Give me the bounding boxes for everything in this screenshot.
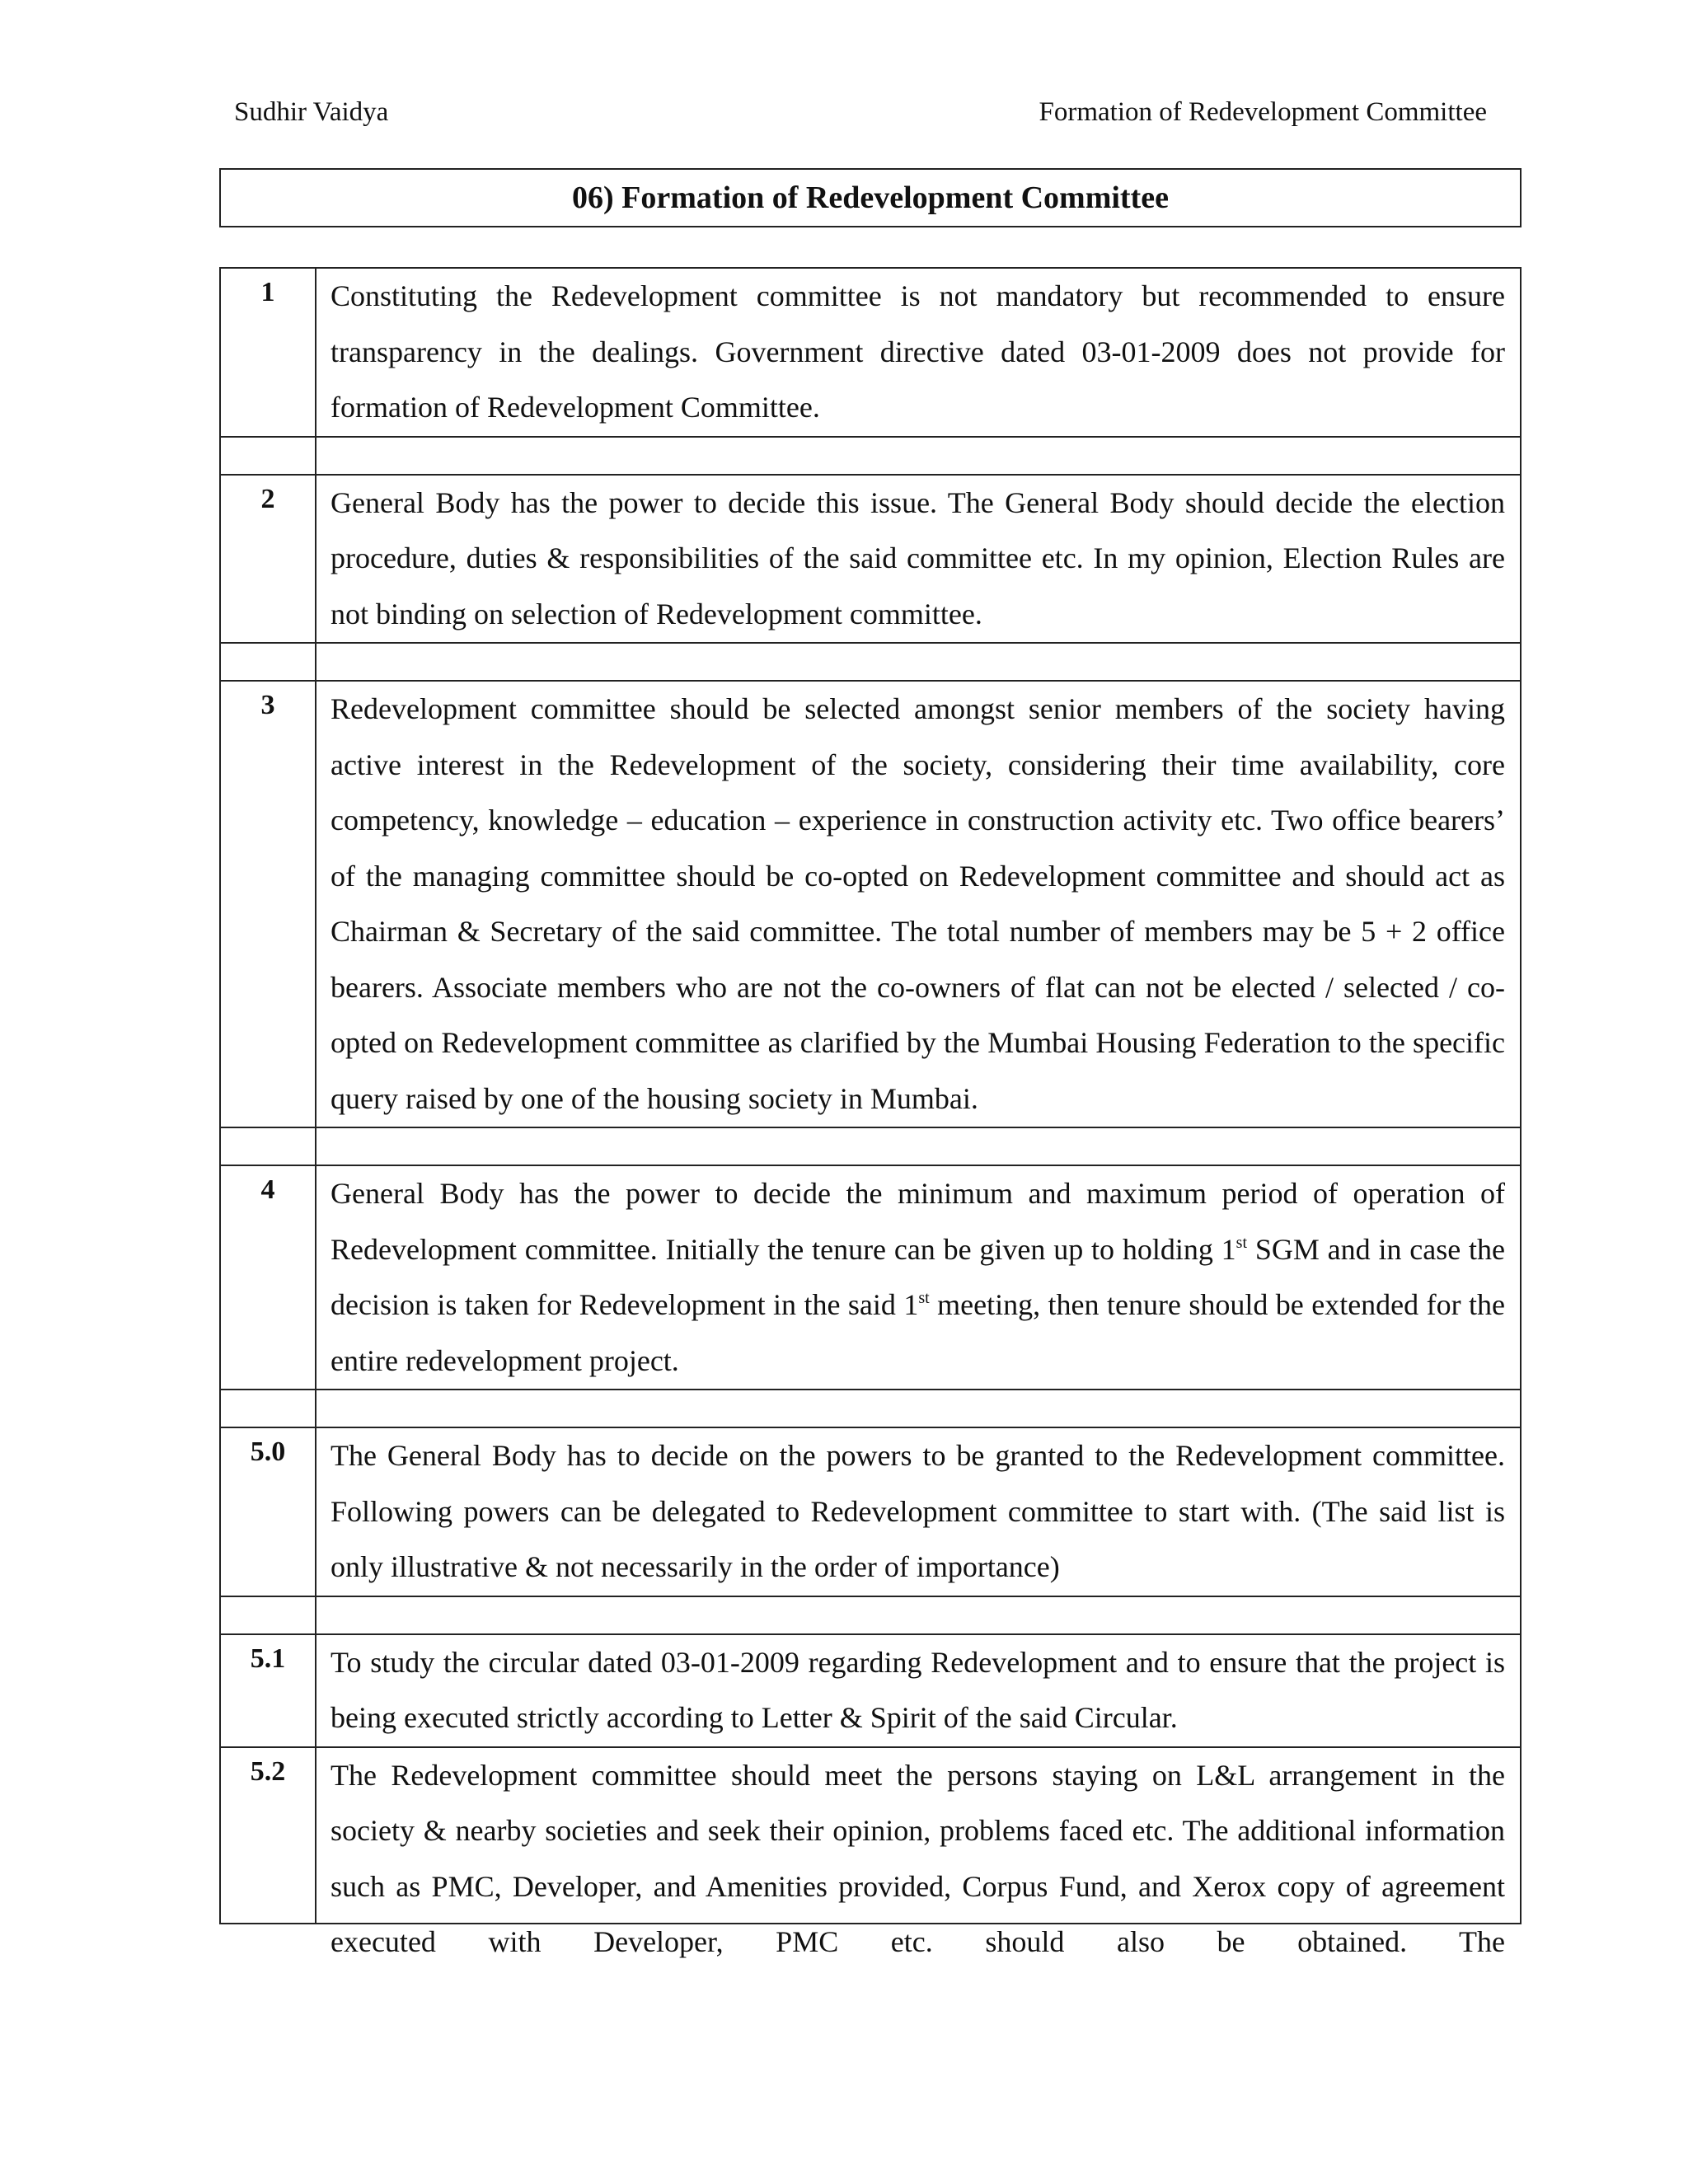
item-number: 3 <box>220 681 316 1127</box>
item-text: To study the circular dated 03-01-2009 regarding Redevelopment and to ensure that the project is being executed strictly according to Letter & Spirit of the said Circular. <box>316 1634 1521 1747</box>
item-text: Redevelopment committee should be selected amongst senior members of the society having active interest in the Redevelopment of the society, considering their time availability, core competency, knowledge – education – experience in construction activity etc. Two office bearers’ of the managing committee should be co-opted on Redevelopment committee and should act as Chairman & Secretary of the said committee. The total number of members may be 5 + 2 office bearers. Associate members who are not the co-owners of flat can not be elected / selected / co-opted on Redevelopment committee as clarified by the Mumbai Housing Federation to the specific query raised by one of the housing society in Mumbai. <box>316 681 1521 1127</box>
item-text: General Body has the power to decide this issue. The General Body should decide the election procedure, duties & responsibilities of the said committee etc. In my opinion, Election Rules are not binding on selection of Redevelopment committee. <box>316 475 1521 644</box>
item-text-cell <box>316 1747 1521 1958</box>
table-row <box>220 1165 1521 1390</box>
table-row <box>220 1427 1521 1596</box>
header-chapter-title: Formation of Redevelopment Committee <box>1039 97 1487 127</box>
item-text-part: General Body has the power to decide the minimum and maximum period of operation of Redevelopment committee. Initially the tenure can be given up to holding 1 <box>331 1177 1505 1266</box>
spacer-row <box>220 643 1521 681</box>
item-text: The General Body has to decide on the powers to be granted to the Redevelopment committee. Following powers can be delegated to Redevelopment committee to start with. (The said list is only illustrative & not necessarily in the order of importance) <box>316 1427 1521 1596</box>
item-text: The Redevelopment committee should meet the persons staying on L&L arrangement in the society & nearby societies and seek their opinion, problems faced etc. The additional information such as PMC, Developer, and Amenities provided, Corpus Fund, and Xerox copy of agreement executed with Developer, PMC etc. should also be obtained. The <box>331 1758 1505 1958</box>
ordinal-suffix: st <box>918 1289 930 1307</box>
item-text-part: SGM and in case the decision is taken for Redevelopment in the said 1 <box>331 1232 1506 1321</box>
points-table <box>219 267 1522 1958</box>
table-row <box>220 1634 1521 1747</box>
item-text: Constituting the Redevelopment committee is not mandatory but recommended to ensure transparency in the dealings. Government directive dated 03-01-2009 does not provide for formation of Redevelopment Committee. <box>316 268 1521 437</box>
item-number: 5.1 <box>220 1634 316 1747</box>
item-number: 2 <box>220 475 316 644</box>
ordinal-suffix: st <box>1236 1233 1247 1252</box>
table-row <box>220 1747 1521 1924</box>
spacer-row <box>220 1596 1521 1634</box>
table-row <box>220 475 1521 644</box>
item-number: 5.0 <box>220 1427 316 1596</box>
table-row <box>220 681 1521 1127</box>
spacer-row <box>220 1390 1521 1427</box>
header-author: Sudhir Vaidya <box>234 97 389 127</box>
spacer-row <box>220 437 1521 475</box>
spacer-row <box>220 1127 1521 1165</box>
item-number: 1 <box>220 268 316 437</box>
section-title: 06) Formation of Redevelopment Committee <box>219 168 1522 227</box>
page-header <box>234 97 1487 138</box>
table-row <box>220 268 1521 437</box>
item-number: 4 <box>220 1165 316 1390</box>
item-text <box>316 1165 1521 1390</box>
item-number: 5.2 <box>220 1747 316 1924</box>
item-text-part: meeting, then tenure should be extended for the entire redevelopment project. <box>331 1288 1506 1377</box>
